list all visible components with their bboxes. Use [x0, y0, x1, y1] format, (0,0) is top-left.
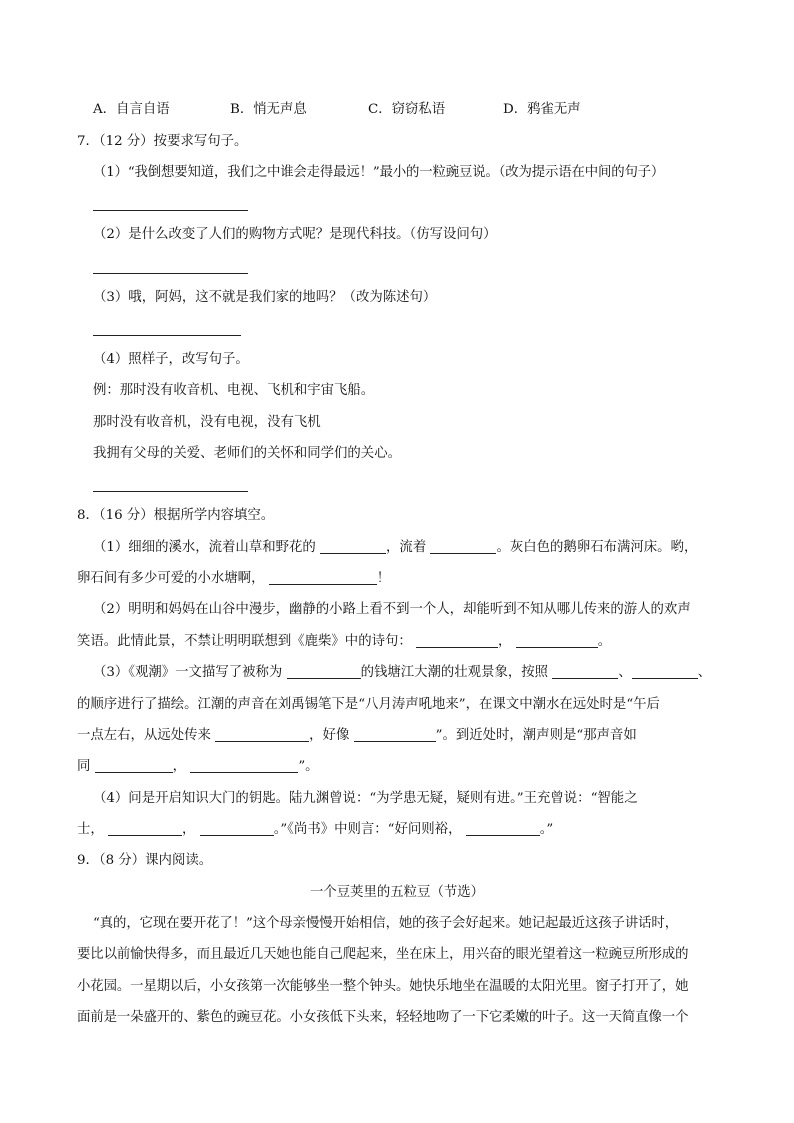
q8-text: ，流着 — [386, 540, 427, 555]
q8-text: ”。 — [298, 759, 319, 774]
q8-part1-line1 — [93, 539, 697, 557]
blank[interactable] — [632, 664, 698, 679]
option-a[interactable]: A．自言自语 — [93, 102, 170, 117]
option-d[interactable]: D．鸦雀无声 — [503, 102, 581, 117]
option-c[interactable]: C．窃窃私语 — [368, 102, 446, 117]
blank[interactable] — [108, 821, 182, 836]
passage-line-4: 面前是一朵盛开的、紫色的豌豆花。小女孩低下头来，轻轻地吻了一下它柔嫩的叶子。这一天简直像一个 — [77, 1010, 689, 1025]
q7-sub4: （4）照样子，改写句子。 — [93, 352, 249, 367]
q8-part2-line2 — [77, 633, 611, 651]
blank[interactable] — [416, 633, 498, 648]
q7-task: 我拥有父母的关爱、老师们的关怀和同学们的关心。 — [93, 446, 401, 461]
q8-part3-line2: 的顺序进行了描绘。江潮的声音在刘禹锡笔下是“八月涛声吼地来”，在课文中潮水在远处时是“午后 — [77, 697, 660, 712]
q8-text: 。 — [597, 634, 612, 649]
q8-heading: 8．（16 分）根据所学内容填空。 — [77, 508, 275, 523]
q8-text: （3）《观潮》一文描写了被称为 — [93, 665, 283, 680]
q8-text: ， — [498, 634, 512, 649]
q7-answer-line-4[interactable] — [93, 491, 248, 492]
q8-text: 、 — [618, 665, 632, 680]
q8-text: ！ — [376, 571, 391, 586]
q7-answer-line-2[interactable] — [93, 273, 248, 274]
blank[interactable] — [190, 758, 298, 773]
q8-text: 一点左右，从远处传来 — [77, 728, 211, 743]
q8-text: 同 — [77, 759, 91, 774]
q7-example: 例：那时没有收音机、电视、飞机和宇宙飞船。 — [93, 383, 375, 398]
q8-text: （1）细细的溪水，流着山草和野花的 — [93, 540, 316, 555]
passage-line-3: 小花园。一星期以后，小女孩第一次能够坐一整个钟头。她快乐地坐在温暖的太阳光里。窗子打开了，她 — [77, 979, 689, 994]
blank[interactable] — [466, 821, 540, 836]
q7-answer-line-1[interactable] — [93, 210, 248, 211]
q9-heading: 9．（8 分）课内阅读。 — [77, 853, 213, 868]
option-b[interactable]: B．悄无声息 — [230, 102, 307, 117]
q7-sub3: （3）哦，阿妈，这不就是我们家的地吗？（改为陈述句） — [93, 290, 437, 305]
q8-text: ， — [172, 759, 187, 774]
q8-text: 的钱塘江大潮的壮观景象，按照 — [360, 665, 549, 680]
blank[interactable] — [516, 633, 598, 648]
q8-text: 。” — [539, 822, 554, 837]
blank[interactable] — [200, 821, 274, 836]
q7-heading: 7．（12 分）按要求写句子。 — [77, 134, 248, 149]
q8-part3-line3 — [77, 727, 637, 745]
q7-rewrite: 那时没有收音机，没有电视，没有飞机 — [93, 415, 321, 430]
q8-text: ， — [182, 822, 196, 837]
q8-part3-line4 — [77, 758, 319, 776]
q8-text: 卵石间有多少可爱的小水塘啊， — [77, 571, 265, 586]
q8-part1-line2 — [77, 570, 390, 588]
q8-part2-line1: （2）明明和妈妈在山谷中漫步，幽静的小路上看不到一个人，却能听到不知从哪儿传来的游人的欢声 — [93, 602, 691, 617]
blank[interactable] — [552, 664, 618, 679]
q7-answer-line-3[interactable] — [93, 335, 241, 336]
q8-text: 。灰白色的鹅卵石布满河床。哟， — [496, 540, 698, 555]
q8-text: 士， — [77, 822, 104, 837]
q8-part4-line2 — [77, 821, 553, 839]
q8-text: ，好像 — [309, 728, 350, 743]
blank[interactable] — [354, 727, 436, 742]
q8-text: ”。到近处时，潮声则是“那声音如 — [435, 728, 637, 743]
q8-text: 、 — [697, 665, 712, 680]
passage-title: 一个豆荚里的五粒豆（节选） — [309, 885, 485, 900]
q7-sub1: （1）“我倒想要知道，我们之中谁会走得最远！”最小的一粒豌豆说。（改为提示语在中间的句子） — [93, 165, 665, 180]
q8-part3-line1 — [93, 664, 711, 682]
blank[interactable] — [95, 758, 173, 773]
blank[interactable] — [287, 664, 361, 679]
q7-sub2: （2）是什么改变了人们的购物方式呢？是现代科技。（仿写设问句） — [93, 227, 497, 242]
passage-line-2: 要比以前愉快得多，而且最近几天她也能自己爬起来，坐在床上，用兴奋的眼光望着这一粒豌豆所形成的 — [77, 947, 689, 962]
passage-line-1: “真的，它现在要开花了！”这个母亲慢慢开始相信，她的孩子会好起来。她记起最近这孩子讲话时， — [93, 916, 678, 931]
blank[interactable] — [269, 570, 377, 585]
blank[interactable] — [430, 539, 496, 554]
q8-text: 。”《尚书》中则言：“好问则裕， — [273, 822, 462, 837]
q8-text: 笑语。此情此景，不禁让明明联想到《鹿柴》中的诗句： — [77, 634, 412, 649]
blank[interactable] — [320, 539, 386, 554]
blank[interactable] — [215, 727, 309, 742]
q8-part4-line1: （4）问是开启知识大门的钥匙。陆九渊曾说：“为学患无疑，疑则有进。”王充曾说：“智能之 — [93, 791, 638, 806]
